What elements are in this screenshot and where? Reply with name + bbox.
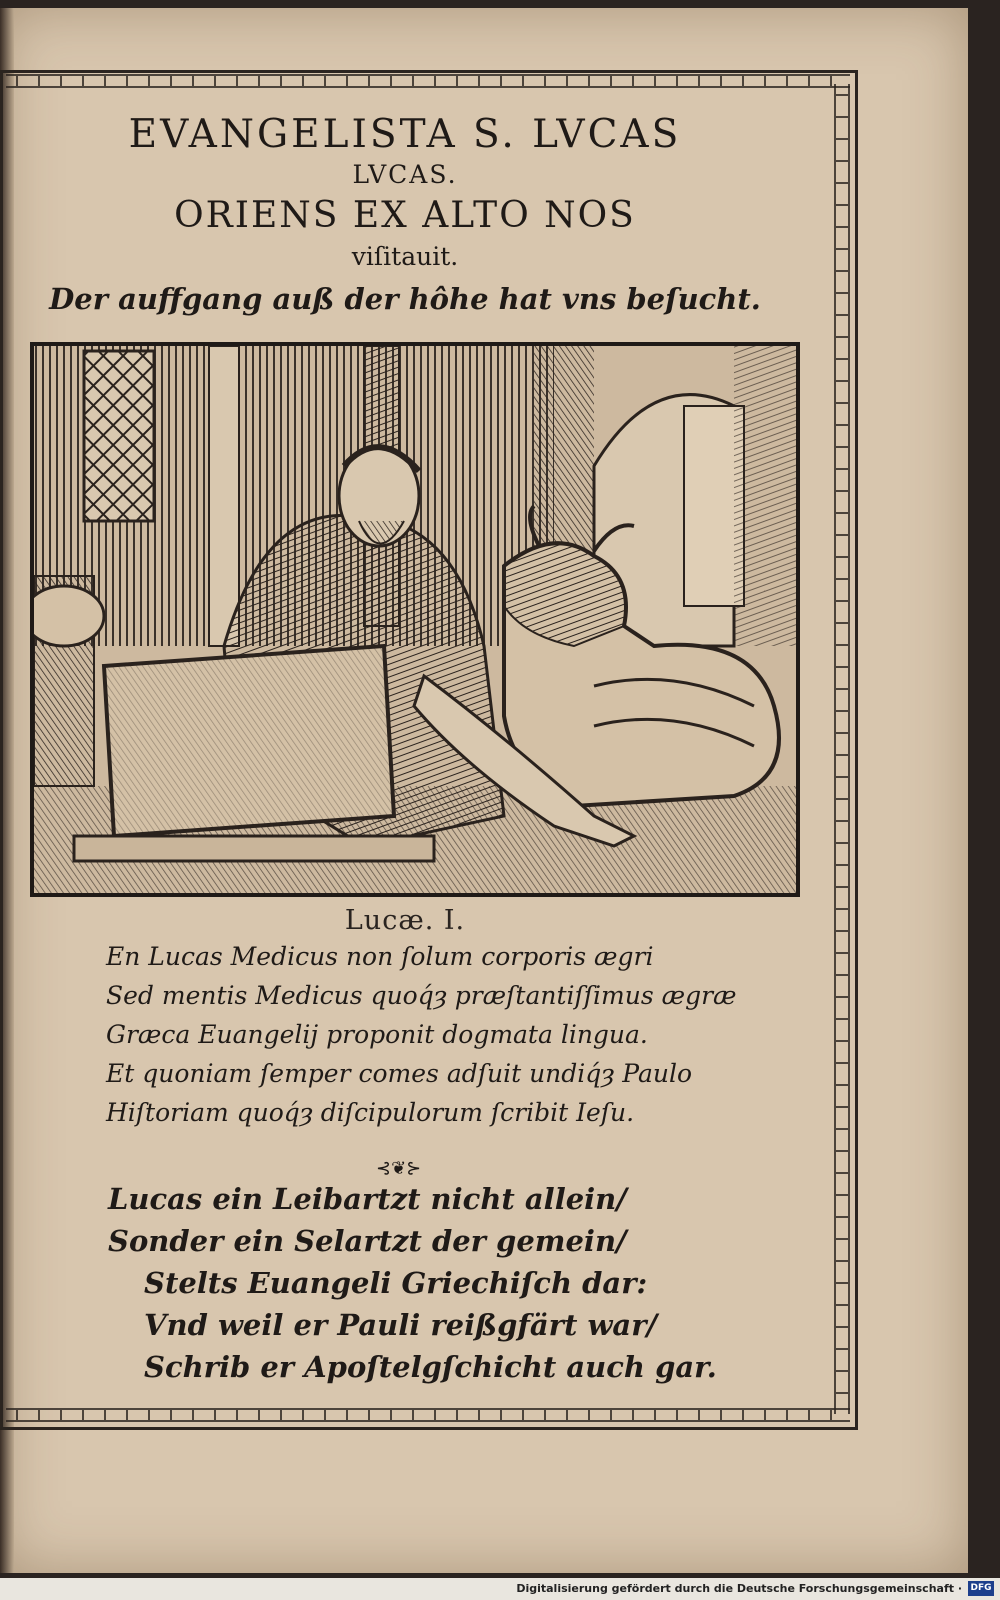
latin-verse-line: Sed mentis Medicus quoq́ȝ præſtantiſſimus ægræ — [106, 981, 737, 1010]
german-motto: Der auffgang auß der hôhe hat vns beſucht. — [49, 282, 761, 316]
chain-border-bottom — [6, 1408, 850, 1422]
chain-border-right — [834, 84, 850, 1414]
woodcut-illustration — [30, 342, 800, 897]
german-verse-line: Stelts Euangeli Griechiſch dar: — [144, 1266, 648, 1300]
chapter-caption: Lucæ. I. — [344, 905, 466, 936]
latin-verse-line: Hiſtoriam quoq́ȝ diſcipulorum ſcribit Ieſu. — [106, 1098, 635, 1127]
german-verse-line: Vnd weil er Pauli reißgfärt war/ — [144, 1308, 658, 1342]
german-verse-line: Lucas ein Leibartzt nicht allein/ — [108, 1182, 627, 1216]
german-verse-block — [108, 1178, 808, 1388]
dfg-logo: DFG — [968, 1581, 994, 1596]
fleuron-ornament: ⊰❦⊱ — [376, 1158, 422, 1179]
footer-bar — [0, 1578, 1000, 1600]
german-verse-line: Schrib er Apoſtelgſchicht auch gar. — [144, 1350, 717, 1384]
title-line-3: ORIENS EX ALTO NOS — [174, 195, 636, 236]
latin-verse-line: En Lucas Medicus non ſolum corporis ægri — [106, 942, 654, 971]
chain-border-top — [6, 74, 850, 88]
german-verse-line: Sonder ein Selartzt der gemein/ — [108, 1224, 627, 1258]
title-line-4: viſitauit. — [351, 242, 459, 271]
latin-verse-line: Græca Euangelij proponit dogmata lingua. — [106, 1020, 648, 1049]
title-line-2: LVCAS. — [352, 160, 458, 189]
latin-verse-block — [106, 937, 806, 1132]
title-line-1: EVANGELISTA S. LVCAS — [128, 112, 682, 157]
latin-verse-line: Et quoniam ſemper comes adſuit undiq́ȝ Paulo — [106, 1059, 693, 1088]
funding-notice: Digitalisierung gefördert durch die Deutsche Forschungsgemeinschaft · — [516, 1582, 962, 1595]
